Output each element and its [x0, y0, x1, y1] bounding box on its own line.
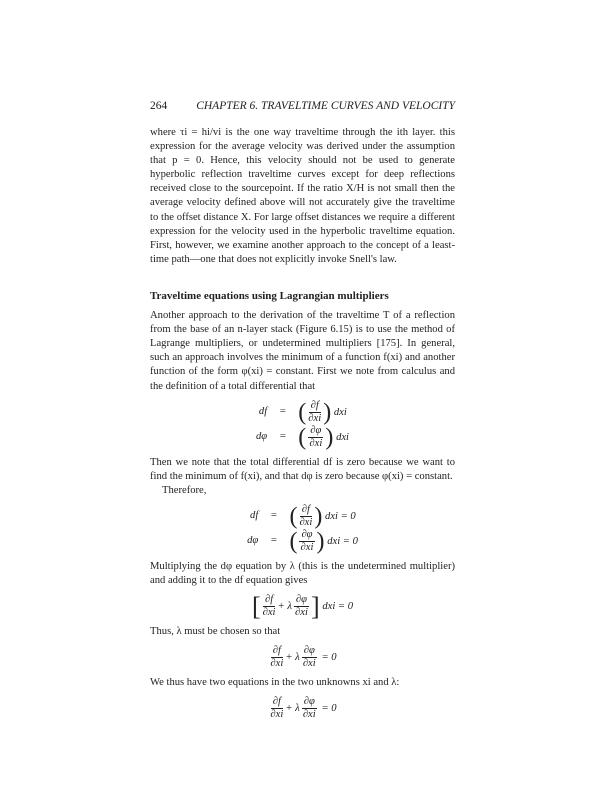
eq-lhs: df — [250, 510, 259, 522]
dx: dxi = 0 — [322, 600, 354, 612]
equation-zero-differentials — [150, 504, 455, 554]
plus-lambda: + λ — [285, 702, 300, 714]
equals-zero: = 0 — [321, 651, 337, 663]
numerator: ∂f — [264, 594, 274, 606]
equation-combined — [150, 591, 455, 621]
fraction — [308, 400, 321, 425]
paren: ( — [298, 399, 307, 426]
eq-lhs: dφ — [247, 535, 259, 547]
page-body — [150, 126, 455, 727]
denominator: ∂xi — [299, 516, 313, 528]
paren: ( — [298, 424, 307, 451]
paragraph: We thus have two equations in the two unknowns xi and λ: — [150, 677, 400, 689]
eq-sign: = — [279, 431, 287, 443]
denominator: ∂xi — [262, 607, 276, 619]
fraction — [308, 425, 323, 450]
paragraph: Multiplying the dφ equation by λ (this is the undetermined multiplier) and adding it to the df equation gives — [150, 560, 455, 586]
denominator: ∂xi — [309, 437, 323, 449]
paragraph: Therefore, — [162, 484, 207, 496]
denominator: ∂xi — [295, 607, 308, 619]
dx: dxi — [336, 431, 350, 443]
fraction — [270, 696, 283, 721]
eq-sign: = — [270, 510, 278, 522]
fraction — [302, 645, 317, 670]
numerator: ∂f — [301, 503, 310, 515]
fraction — [263, 594, 276, 619]
equation-system — [150, 696, 455, 721]
paren: ) — [325, 424, 334, 451]
plus-lambda: + λ — [285, 651, 300, 663]
eq-lhs: df — [258, 406, 268, 418]
numerator: ∂f — [310, 399, 319, 411]
eq-rhs — [298, 400, 349, 425]
running-title: CHAPTER 6. TRAVELTIME CURVES AND VELOCITY — [196, 100, 455, 112]
paragraph: Another approach to the derivation of the traveltime T of a reflection from the base of an n-layer stack (Figure 6.15) is to use the method of Lagrange multipliers, or undetermined multipliers [175]. In general, such an approach involves the minimum of a function f(xi) and another function of the form φ(xi) = constant. First we note from calculus and the definition of a total differential that — [150, 310, 455, 392]
equation-lambda — [150, 645, 455, 670]
numerator: ∂f — [272, 645, 281, 657]
page-header — [150, 100, 455, 112]
bracket: [ — [251, 591, 261, 621]
eq-rhs — [298, 425, 349, 450]
paren: ( — [289, 503, 298, 530]
eq-rhs — [289, 529, 357, 554]
section-heading: Traveltime equations using Lagrangian multipliers — [150, 289, 389, 302]
dx: dxi — [333, 406, 347, 418]
fraction — [299, 504, 312, 529]
dx: dxi = 0 — [327, 535, 358, 547]
bracket: ] — [311, 591, 320, 621]
denominator: ∂xi — [270, 658, 284, 670]
numerator: ∂φ — [303, 696, 315, 708]
fraction — [302, 696, 317, 721]
equation-total-differential — [150, 400, 455, 450]
paren: ( — [289, 528, 298, 555]
paragraph: Thus, λ must be chosen so that — [150, 626, 281, 638]
numerator: ∂φ — [303, 645, 315, 657]
eq-lhs: dφ — [255, 431, 268, 443]
paren: ) — [314, 503, 323, 530]
denominator: ∂xi — [270, 709, 284, 721]
paragraph: Then we note that the total differential df is zero because we want to find the minimum of f(xi), and that dφ is zero because φ(xi) = constant. — [150, 456, 455, 482]
denominator: ∂xi — [308, 412, 322, 424]
paren: ) — [316, 528, 325, 555]
eq-sign: = — [270, 535, 278, 547]
numerator: ∂φ — [301, 528, 313, 540]
denominator: ∂xi — [302, 658, 316, 670]
dx: dxi = 0 — [324, 510, 356, 522]
equals-zero: = 0 — [321, 702, 337, 714]
numerator: ∂φ — [310, 424, 322, 436]
paragraph: where τi = hi/vi is the one way traveltime through the ith layer. this expression for the average velocity was derived under the assumption that p = 0. Hence, this velocity should not be used to generate hyperbolic reflection traveltime curves except for deep reflections received close to the sourcepoint. If the ratio X/H is not small then the average velocity defined above will not accurately give the traveltime to the offset distance X. For large offset distances we require a different expression for the velocity used in the hyperbolic traveltime equation. First, however, we examine another approach to the concept of a least-time path—one that does not explicitly invoke Snell's law. — [150, 127, 455, 265]
plus-lambda: + λ — [277, 600, 292, 612]
paren: ) — [323, 399, 332, 426]
fraction — [270, 645, 283, 670]
page-number: 264 — [150, 100, 168, 112]
eq-sign: = — [279, 406, 287, 418]
denominator: ∂xi — [300, 541, 314, 553]
numerator: ∂φ — [295, 594, 308, 606]
eq-rhs — [289, 504, 357, 529]
numerator: ∂f — [272, 696, 281, 708]
fraction — [299, 529, 314, 554]
denominator: ∂xi — [302, 709, 316, 721]
fraction — [294, 594, 309, 619]
